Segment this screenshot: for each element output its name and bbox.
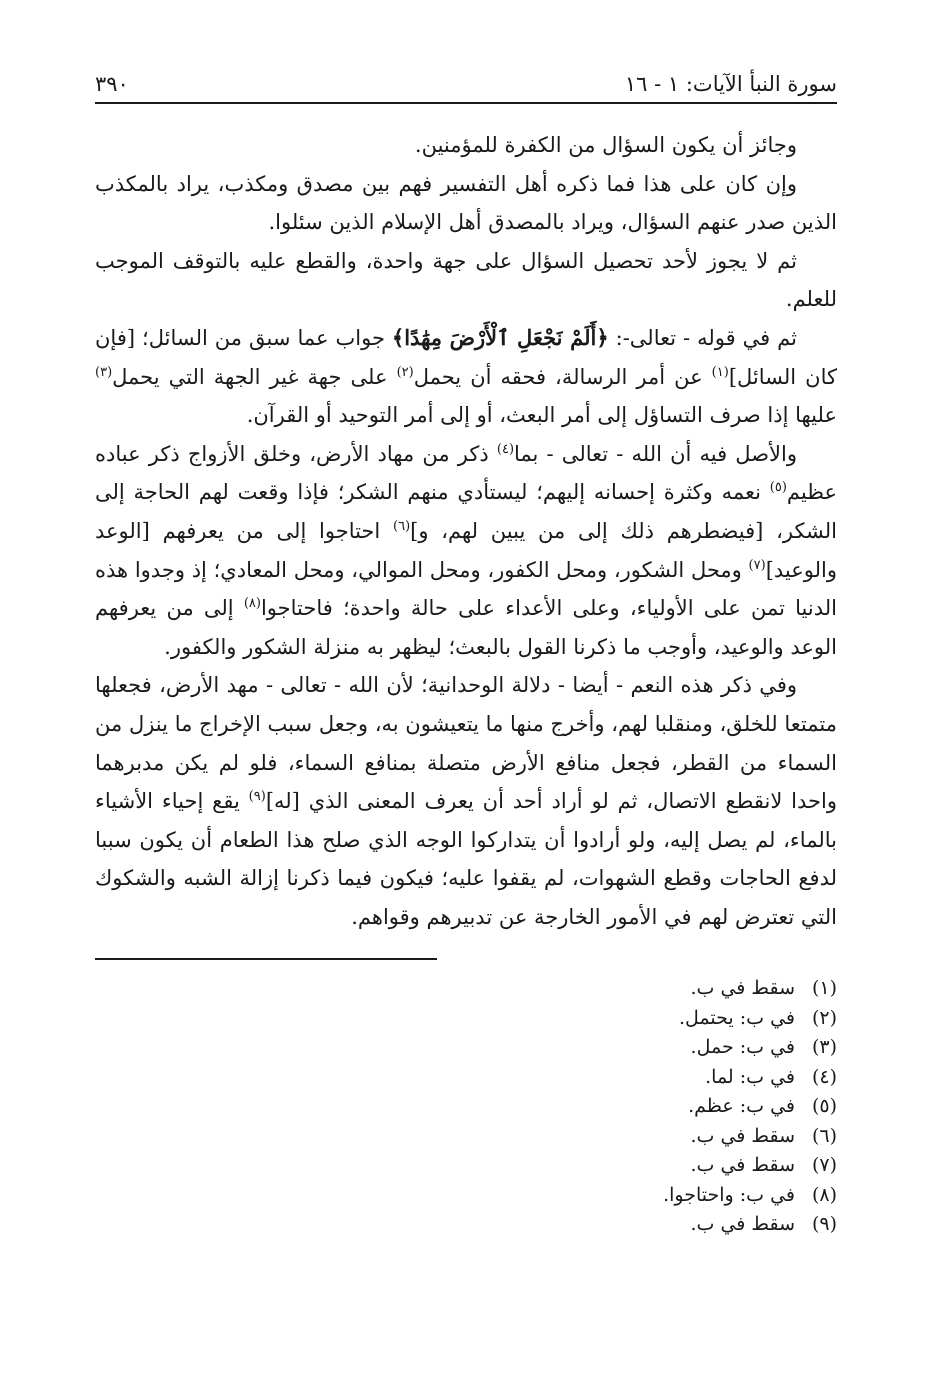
footnote-marker: (٤) — [496, 441, 515, 457]
footnote-item — [95, 1092, 837, 1122]
footnote-item — [95, 974, 837, 1004]
text-run: ومحل الشكور، ومحل الكفور، ومحل الموالي، ومحل المعادي؛ إذ وجدوا هذه الدنيا تمن على الأولياء، وعلى الأعداء على حالة واحدة؛ فاحتاجوا — [95, 557, 837, 621]
text-run: ذكر من مهاد الأرض، وخلق الأزواج ذكر عباده عظيم — [95, 441, 837, 505]
text-run: جواب عما سبق من السائل؛ [فإن كان السائل] — [95, 325, 837, 389]
footnote-number: (٣) — [811, 1036, 837, 1059]
footnote-item — [95, 1151, 837, 1181]
footnote-marker: (٦) — [393, 518, 411, 534]
footnote-text: في ب: عظم. — [688, 1095, 795, 1118]
paragraph-3: ثم لا يجوز لأحد تحصيل السؤال على جهة واحدة، والقطع عليه بالتوقف الموجب للعلم. — [95, 248, 837, 312]
text-run: والأصل فيه أن الله - تعالى - بما — [514, 441, 797, 466]
text-run: يقع إحياء الأشياء بالماء، لم يصل إليه، ولو أرادوا أن يتداركوا الوجه الذي صلح هذا الطعام أن يكون سببا لدفع الحاجات وقطع الشهوات، لم يقفوا عليه؛ فيكون فيما ذكرنا إزالة الشبه والشكوك التي تعترض لهم في الأمور الخارجة عن تدبيرهم وقواهم. — [95, 789, 837, 929]
page — [95, 52, 837, 1240]
paragraph-4 — [95, 319, 837, 435]
text-run: احتاجوا إلى من يعرفهم [الوعد والوعيد] — [95, 518, 837, 582]
footnote-item — [95, 1122, 837, 1152]
footnote-text: سقط في ب. — [690, 1154, 795, 1177]
footnote-item — [95, 1033, 837, 1063]
quran-verse: ﴿أَلَمْ نَجْعَلِ ٱلْأَرْضَ مِهَٰدًا﴾ — [391, 324, 609, 350]
paragraph-2: وإن كان على هذا فما ذكره أهل التفسير فهم بين مصدق ومكذب، يراد بالمكذب الذين صدر عنهم السؤال، ويراد بالمصدق أهل الإسلام الذين سئلوا. — [95, 171, 837, 235]
footnote-number: (٨) — [811, 1183, 837, 1206]
paragraph-1: وجائز أن يكون السؤال من الكفرة للمؤمنين. — [414, 133, 797, 157]
footnote-marker: (٥) — [769, 480, 787, 496]
footnote-item — [95, 1004, 837, 1034]
text-run: إلى من يعرفهم الوعد والوعيد، وأوجب ما ذكرنا القول بالبعث؛ ليظهر به منزلة الشكور والكفور. — [95, 596, 837, 659]
footnote-number: (١) — [811, 977, 837, 1000]
page-number: ٣٩٠ — [95, 72, 129, 96]
footnote-text: في ب: واحتاجوا. — [663, 1183, 795, 1206]
footnote-number: (٥) — [811, 1095, 837, 1118]
footnote-text: في ب: حمل. — [690, 1036, 795, 1059]
text-run: ثم في قوله - تعالى-: — [608, 325, 798, 350]
footnotes — [95, 974, 837, 1240]
main-text — [95, 126, 837, 936]
text-run: عليها إذا صرف التساؤل إلى أمر البعث، أو إلى أمر التوحيد أو القرآن. — [246, 403, 837, 428]
paragraph-6 — [95, 666, 837, 936]
text-run: وفي ذكر هذه النعم - أيضا - دلالة الوحدانية؛ لأن الله - تعالى - مهد الأرض، فجعلها متمتعا للخلق، ومنقلبا لهم، وأخرج منها ما يتعيشون به، وجعل سبب الإخراج ما ينزل من السماء من القطر، فجعل منافع الأرض متصلة بمنافع السماء، فلو لم يكن مدبرهما واحدا لانقطع الاتصال، ثم لو أراد أحد أن يعرف المعنى الذي [له] — [95, 673, 837, 814]
footnote-text: في ب: لما. — [705, 1065, 795, 1088]
text-run: عن أمر الرسالة، فحقه أن يحمل — [413, 364, 712, 389]
footnote-number: (٢) — [811, 1006, 837, 1029]
footnote-number: (٧) — [811, 1154, 837, 1177]
footnote-item — [95, 1210, 837, 1240]
footnote-marker: (٧) — [748, 557, 766, 573]
footnote-text: سقط في ب. — [690, 1213, 795, 1236]
running-header — [95, 52, 837, 104]
footnote-text: في ب: يحتمل. — [679, 1006, 795, 1029]
text-run: نعمه وكثرة إحسانه إليهم؛ ليستأدي منهم الشكر؛ فإذا وقعت لهم الحاجة إلى الشكر، [فيضطرهم ذلك إلى من يبين لهم، و] — [95, 480, 838, 543]
text-run: على جهة غير الجهة التي يحمل — [112, 364, 397, 389]
footnote-number: (٩) — [811, 1213, 837, 1236]
footnote-marker: (٣) — [95, 364, 113, 380]
paragraph-5 — [95, 435, 837, 667]
footnote-marker: (٢) — [396, 364, 414, 380]
footnote-text: سقط في ب. — [690, 977, 795, 1000]
footnote-divider — [95, 958, 437, 960]
footnote-number: (٦) — [811, 1124, 837, 1147]
footnote-number: (٤) — [811, 1065, 837, 1088]
footnote-item — [95, 1181, 837, 1211]
footnote-marker: (٩) — [248, 789, 266, 805]
chapter-title: سورة النبأ الآيات: ١ - ١٦ — [624, 72, 837, 96]
footnote-text: سقط في ب. — [690, 1124, 795, 1147]
footnote-marker: (١) — [711, 364, 729, 380]
footnote-item — [95, 1063, 837, 1093]
footnote-marker: (٨) — [243, 596, 261, 612]
